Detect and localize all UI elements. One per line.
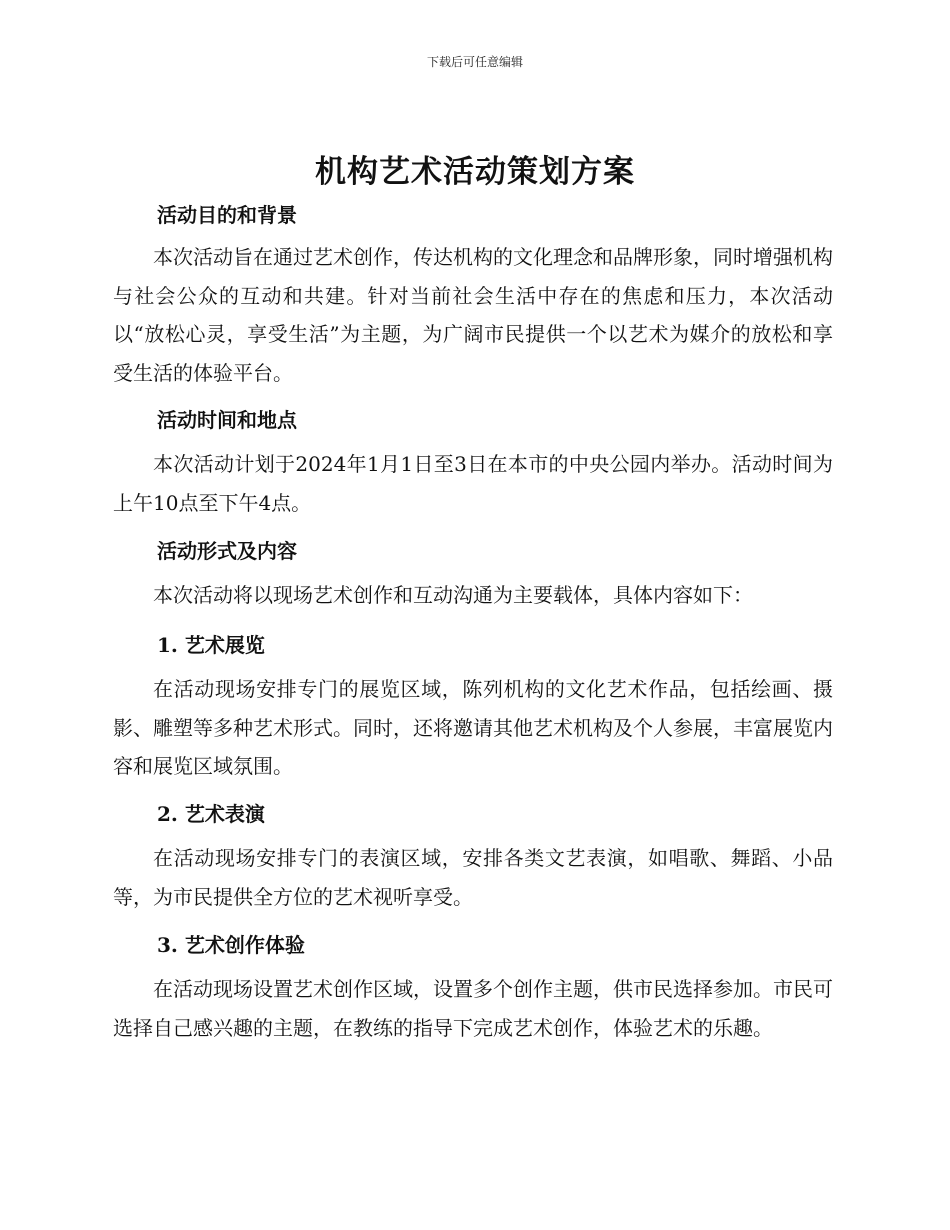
section-paragraph-time-place: 本次活动计划于2024年1月1日至3日在本市的中央公园内举办。活动时间为上午10点至下午4点。 — [113, 452, 833, 515]
section-heading-performance: 2. 艺术表演 — [157, 802, 265, 826]
section-heading-purpose: 活动目的和背景 — [157, 203, 297, 227]
section-paragraph-creation: 在活动现场设置艺术创作区域，设置多个创作主题，供市民选择参加。市民可选择自己感兴趣的主题，在教练的指导下完成艺术创作，体验艺术的乐趣。 — [113, 977, 833, 1040]
document-title: 机构艺术活动策划方案 — [315, 154, 635, 190]
section-heading-exhibition: 1. 艺术展览 — [157, 633, 265, 657]
section-paragraph-performance: 在活动现场安排专门的表演区域，安排各类文艺表演，如唱歌、舞蹈、小品等，为市民提供全方位的艺术视听享受。 — [113, 846, 833, 909]
section-heading-time-place: 活动时间和地点 — [157, 408, 297, 432]
section-paragraph-exhibition: 在活动现场安排专门的展览区域，陈列机构的文化艺术作品，包括绘画、摄影、雕塑等多种艺术形式。同时，还将邀请其他艺术机构及个人参展，丰富展览内容和展览区域氛围。 — [113, 677, 833, 778]
section-heading-format: 活动形式及内容 — [157, 539, 297, 563]
section-heading-creation: 3. 艺术创作体验 — [157, 933, 305, 957]
page-header-note: 下载后可任意编辑 — [426, 55, 523, 69]
section-paragraph-purpose: 本次活动旨在通过艺术创作，传达机构的文化理念和品牌形象，同时增强机构与社会公众的互动和共建。针对当前社会生活中存在的焦虑和压力，本次活动以“放松心灵，享受生活”为主题，为广阔市民提供一个以艺术为媒介的放松和享受生活的体验平台。 — [113, 245, 833, 385]
section-paragraph-format: 本次活动将以现场艺术创作和互动沟通为主要载体，具体内容如下： — [153, 583, 753, 607]
